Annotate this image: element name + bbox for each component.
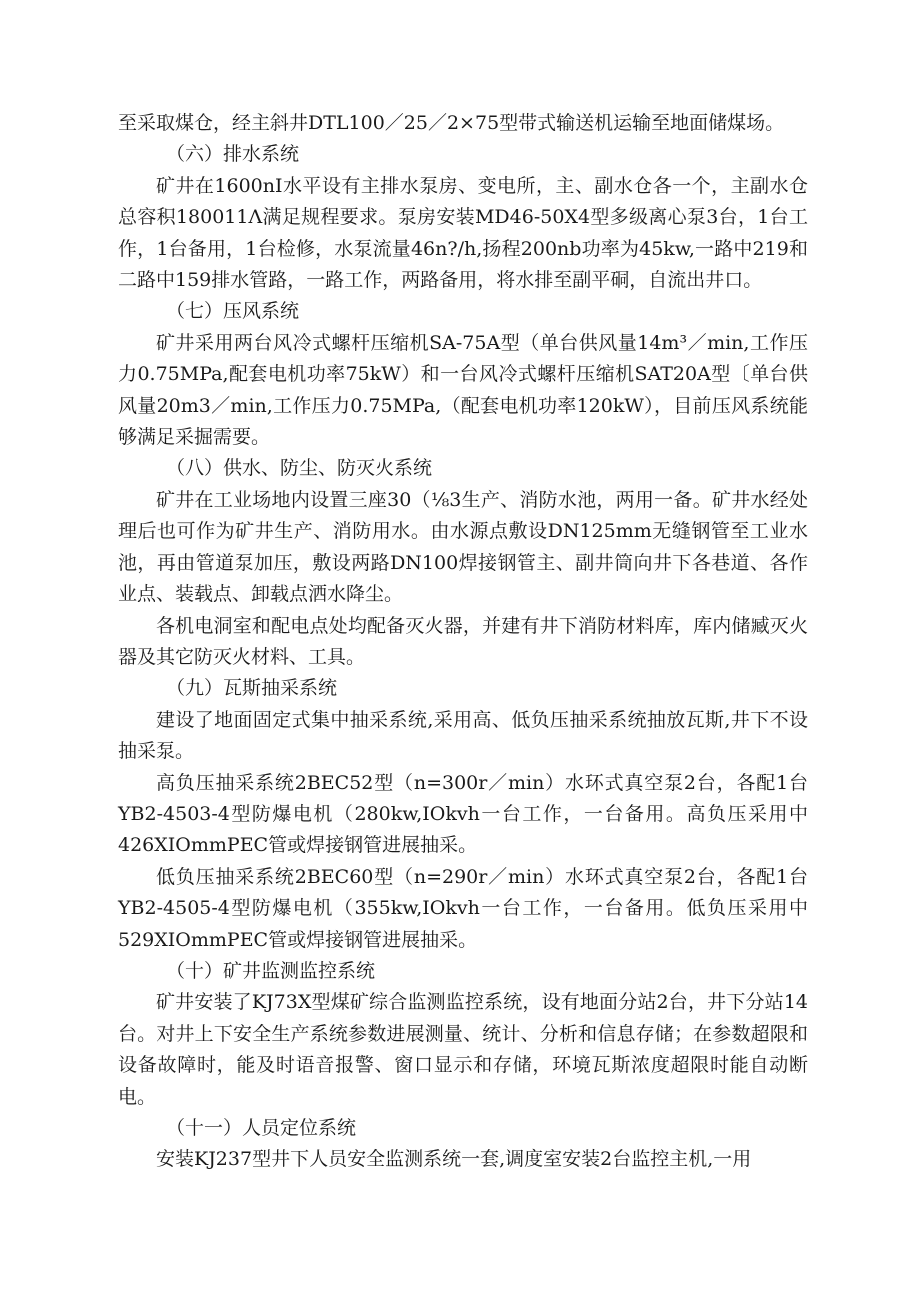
paragraph-compressed-air: 矿井采用两台风冷式螺杆压缩机SA-75A型（单台供风量14m³／min,工作压力0.75MPa,配套电机功率75kW）和一台风冷式螺杆压缩机SAT20A型〔单台供风量20m3／min,工作压力0.75MPa,（配套电机功率120kW），目前压风系统能够满足采掘需要。: [118, 331, 808, 449]
heading-drainage-system: （六）排水系统: [166, 143, 300, 166]
paragraph-coal-transport: 至采取煤仓，经主斜井DTL100／25／2×75型带式输送机运输至地面储煤场。: [118, 112, 785, 134]
paragraph-low-pressure-drainage: 低负压抽采系统2BEC60型（n=290r／min）水环式真空泵2台，各配1台YB2-4505-4型防爆电机（355kw,IOkvh一台工作，一台备用。低负压采用中529XIOmmPEC管或焊接钢管进展抽采。: [118, 865, 808, 951]
heading-monitoring-system: （十）矿井监测监控系统: [166, 959, 376, 982]
paragraph-gas-drainage-overview: 建设了地面固定式集中抽采系统,采用高、低负压抽采系统抽放瓦斯,井下不设抽采泵。: [118, 708, 808, 763]
paragraph-personnel-positioning: 安装KJ237型井下人员安全监测系统一套,调度室安装2台监控主机,一用: [156, 1148, 752, 1171]
paragraph-monitoring: 矿井安装了KJ73X型煤矿综合监测监控系统，设有地面分站2台，井下分站14台。对井上下安全生产系统参数进展测量、统计、分析和信息存储；在参数超限和设备故障时，能及时语音报警、窗口显示和存储，环境瓦斯浓度超限时能自动断电。: [118, 991, 808, 1108]
paragraph-high-pressure-drainage: 高负压抽采系统2BEC52型（n=300r／min）水环式真空泵2台，各配1台YB2-4503-4型防爆电机（280kw,IOkvh一台工作，一台备用。高负压采用中426XIOmmPEC管或焊接钢管进展抽采。: [118, 771, 808, 857]
paragraph-water-supply: 矿井在工业场地内设置三座30（⅛3生产、消防水池，两用一备。矿井水经处理后也可作为矿井生产、消防用水。由水源点敷设DN125mm无缝钢管至工业水池，再由管道泵加压，敷设两路DN100焊接钢管主、副井筒向井下各巷道、各作业点、装载点、卸载点洒水降尘。: [118, 488, 808, 606]
heading-gas-drainage-system: （九）瓦斯抽采系统: [166, 677, 338, 700]
paragraph-fire-extinguishers: 各机电洞室和配电点处均配备灭火器，并建有井下消防材料库，库内储臧灭火器及其它防灭火材料、工具。: [118, 614, 808, 668]
document-body: [118, 108, 808, 1176]
heading-water-dust-fire-system: （八）供水、防尘、防灭火系统: [166, 457, 433, 480]
heading-compressed-air-system: （七）压风系统: [166, 300, 300, 323]
paragraph-drainage: 矿井在1600nI水平设有主排水泵房、变电所，主、副水仓各一个，主副水仓总容积180011Λ满足规程要求。泵房安装MD46-50X4型多级离心泵3台，1台工作，1台备用，1台检修，水泵流量46n?/h,扬程200nb功率为45kw,一路中219和二路中159排水管路，一路工作，两路备用，将水排至副平硐，自流出井口。: [118, 174, 808, 292]
heading-personnel-positioning: （十一）人员定位系统: [166, 1117, 357, 1139]
